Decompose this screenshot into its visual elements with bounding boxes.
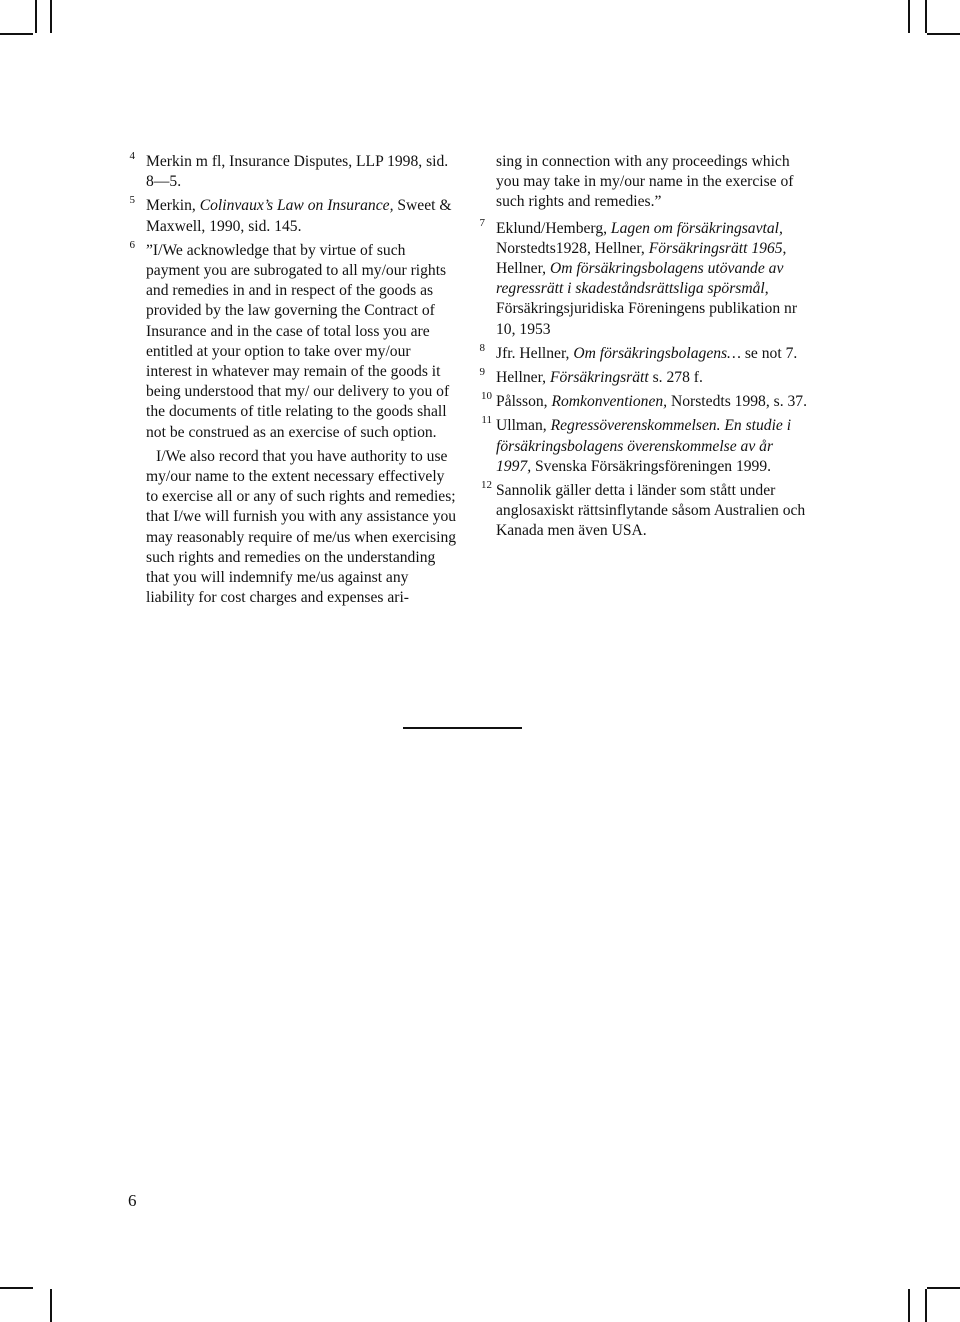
footnote-text	[496, 219, 810, 340]
text-run: Sweet & Maxwell, 1990, sid. 145.	[146, 197, 452, 235]
crop-mark-tl-v2	[50, 0, 52, 33]
footnote-text	[496, 416, 810, 477]
footnote-5	[122, 196, 458, 236]
crop-mark-tr-v	[908, 0, 910, 33]
footnote-7	[472, 216, 810, 340]
footnote-10	[472, 392, 810, 412]
footnote-text	[146, 196, 458, 236]
text-run: Pålsson,	[496, 393, 552, 411]
italic-title: Försäkringsrätt	[549, 369, 649, 387]
footnote-4	[122, 152, 458, 192]
footnote-number: 5	[129, 194, 135, 207]
footnote-number: 12	[481, 479, 492, 492]
footnote-number: 8	[479, 341, 485, 354]
text-run: s. 278 f.	[648, 369, 703, 387]
text-run: Merkin,	[146, 197, 200, 215]
italic-title: Om försäkringsbolagens…	[573, 344, 741, 362]
horizontal-rule	[403, 727, 522, 729]
footnote-text	[496, 392, 810, 412]
footnote-number: 4	[129, 150, 135, 162]
text-run: se not 7.	[740, 344, 798, 362]
crop-mark-tl-h	[0, 33, 33, 35]
text-run: Norstedts1928, Hellner,	[496, 239, 649, 257]
footnote-11	[472, 416, 810, 477]
crop-mark-tr-v2	[925, 0, 927, 33]
crop-mark-bl-v	[50, 1289, 52, 1322]
text-run: , Försäkringsjuridiska Föreningens publikation nr 10, 1953	[496, 280, 798, 338]
footnote-text: Sannolik gäller detta i länder som stått under anglosaxiskt rättsinflytande såsom Australien och Kanada men även USA.	[496, 482, 806, 540]
crop-mark-br-h	[927, 1287, 960, 1289]
italic-title: Colinvaux’s Law on Insurance,	[199, 197, 394, 215]
footnote-number: 9	[479, 366, 485, 379]
footnote-text	[496, 344, 810, 364]
footnote-paragraph-2: I/We also record that you have authority to use my/our name to the extent necessary effectively to exercise all or any of such rights and remedies; that I/we will furnish you with any assistance you may reasonably require of me/us when exercising such rights and remedies on the understanding that you will indemnify me/us against any liability for cost charges and expenses ari-	[146, 447, 457, 607]
text-run: Norstedts 1998, s. 37.	[667, 393, 808, 411]
crop-mark-tl-v	[35, 0, 37, 33]
footnote-number: 10	[481, 390, 492, 403]
italic-title: Försäkringsrätt 1965	[648, 239, 783, 257]
crop-mark-bl-h	[0, 1287, 33, 1289]
footnote-text: Merkin m fl, Insurance Disputes, LLP 1998, sid. 8—5.	[146, 153, 449, 191]
footnote-paragraph-1: ”I/We acknowledge that by virtue of such payment you are subrogated to all my/our rights and remedies in and in respect of the goods as provided by the law governing the Contract of Insurance and in the case of total loss you are entitled at your option to take over my/our interest in whatever may remain of the goods it being understood that my/ our delivery to you of the documents of title relating to the goods shall not be construed as an exercise of such option.	[146, 241, 450, 441]
italic-title: Lagen om försäkringsavtal,	[610, 219, 783, 237]
italic-title: Regressöverenskommelsen. En studie i försäkringsbolagens överenskommelse av år 1997,	[496, 417, 792, 475]
footnote-number: 11	[481, 414, 492, 427]
footnote-number: 7	[479, 216, 485, 229]
crop-mark-tr-h	[927, 33, 960, 35]
footnote-8	[472, 341, 810, 364]
text-run: , Hellner,	[496, 239, 787, 278]
italic-title: Romkonventionen,	[551, 393, 668, 411]
crop-mark-br-v	[908, 1289, 910, 1322]
footnote-12	[472, 481, 810, 542]
footnote-9	[472, 368, 810, 388]
text-run: Ullman,	[496, 417, 551, 435]
italic-title: Om försäkringsbolagens utövande av regressrätt i skadeståndsrättsliga spörsmål	[496, 260, 784, 298]
left-column	[122, 152, 458, 612]
text-run: Svenska Försäkringsföreningen 1999.	[531, 457, 772, 475]
text-run: Jfr. Hellner,	[496, 344, 574, 362]
text-run: Eklund/Hemberg,	[496, 219, 611, 237]
footnote-6	[122, 238, 458, 609]
footnote-number: 6	[129, 238, 135, 251]
footnote-6-continuation: sing in connection with any proceedings which you may take in my/our name in the exercise of such rights and remedies.”	[496, 153, 794, 211]
footnote-text	[496, 368, 810, 388]
text-run: Hellner,	[496, 369, 550, 387]
crop-mark-br-v2	[925, 1289, 927, 1322]
right-column	[472, 152, 810, 546]
page-number: 6	[128, 1191, 137, 1210]
